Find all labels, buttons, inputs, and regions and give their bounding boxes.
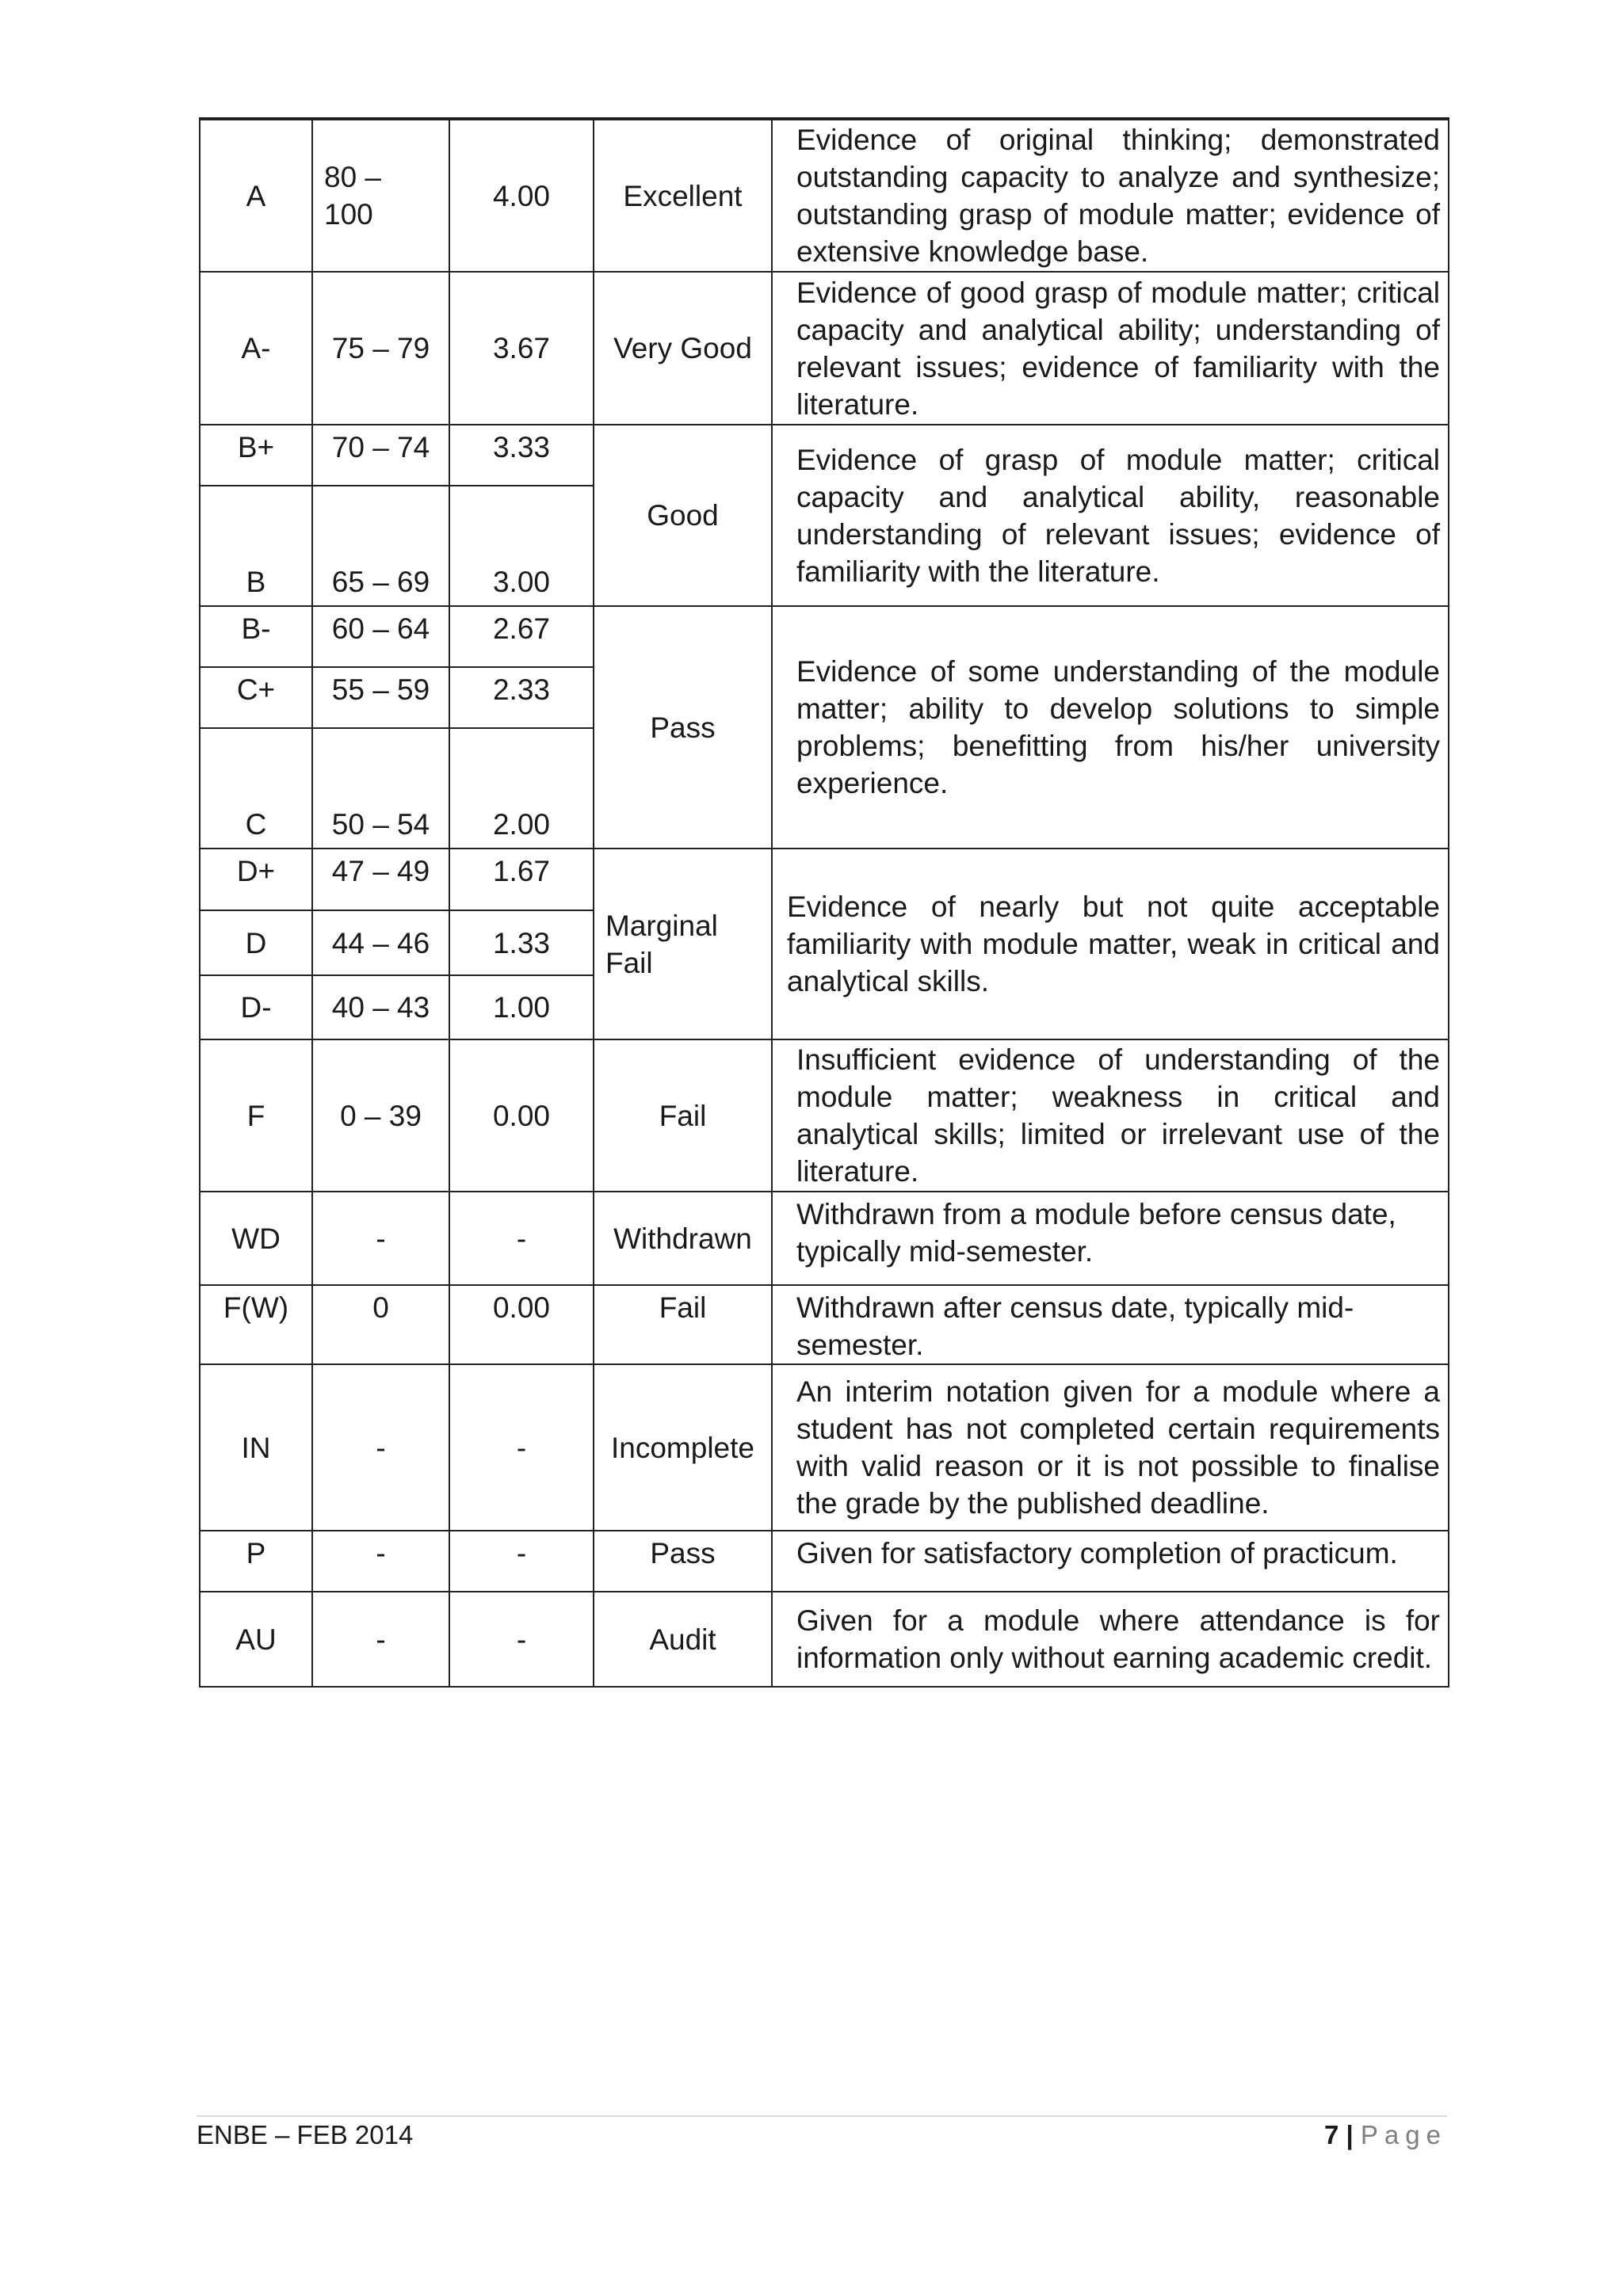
description-cell: Evidence of nearly but not quite acceptable familiarity with module matter, weak in critical and analytical skills. bbox=[772, 849, 1449, 1039]
points-cell: 3.67 bbox=[449, 272, 594, 425]
points-cell: - bbox=[449, 1592, 594, 1687]
points-cell: 2.00 bbox=[449, 728, 594, 849]
range-cell bbox=[312, 119, 449, 272]
rating-cell: Good bbox=[594, 425, 772, 606]
rating-cell: Marginal Fail bbox=[594, 849, 772, 1039]
range-cell: 47 – 49 bbox=[312, 849, 449, 910]
rating-cell: Pass bbox=[594, 1531, 772, 1592]
range-cell: 50 – 54 bbox=[312, 728, 449, 849]
rating-cell: Excellent bbox=[594, 119, 772, 272]
points-cell: 3.00 bbox=[449, 486, 594, 606]
description-cell: Insufficient evidence of understanding of the module matter; weakness in critical and analytical skills; limited or irrelevant use of the literature. bbox=[772, 1039, 1449, 1192]
range-cell: 60 – 64 bbox=[312, 606, 449, 667]
grade-cell: WD bbox=[200, 1192, 312, 1285]
range-cell: 0 – 39 bbox=[312, 1039, 449, 1192]
range-cell: 44 – 46 bbox=[312, 910, 449, 975]
table-row bbox=[200, 1531, 1449, 1592]
description-cell: Given for satisfactory completion of practicum. bbox=[772, 1531, 1449, 1592]
description-cell: Withdrawn after census date, typically mid-semester. bbox=[772, 1285, 1449, 1364]
grade-cell: F bbox=[200, 1039, 312, 1192]
table-row bbox=[200, 849, 1449, 910]
range-cell: 75 – 79 bbox=[312, 272, 449, 425]
grade-cell: A- bbox=[200, 272, 312, 425]
rating-cell: Very Good bbox=[594, 272, 772, 425]
grade-cell: C+ bbox=[200, 667, 312, 728]
grade-cell: C bbox=[200, 728, 312, 849]
rating-cell: Withdrawn bbox=[594, 1192, 772, 1285]
range-cell: 70 – 74 bbox=[312, 425, 449, 486]
footer-page-indicator bbox=[1324, 2117, 1447, 2153]
table-row bbox=[200, 606, 1449, 667]
grade-cell: IN bbox=[200, 1364, 312, 1531]
grade-cell: B- bbox=[200, 606, 312, 667]
rating-cell: Incomplete bbox=[594, 1364, 772, 1531]
page-separator: | bbox=[1346, 2120, 1354, 2149]
footer-document-label: ENBE – FEB 2014 bbox=[197, 2120, 414, 2149]
points-cell: - bbox=[449, 1364, 594, 1531]
page-word: Page bbox=[1360, 2120, 1447, 2149]
range-cell: 55 – 59 bbox=[312, 667, 449, 728]
rating-cell: Audit bbox=[594, 1592, 772, 1687]
points-cell: 1.00 bbox=[449, 975, 594, 1039]
range-cell: 65 – 69 bbox=[312, 486, 449, 606]
grade-cell: AU bbox=[200, 1592, 312, 1687]
grade-cell: B+ bbox=[200, 425, 312, 486]
description-cell: Evidence of good grasp of module matter; critical capacity and analytical ability; understanding of relevant issues; evidence of familiarity with the literature. bbox=[772, 272, 1449, 425]
points-cell: 4.00 bbox=[449, 119, 594, 272]
range-cell: - bbox=[312, 1592, 449, 1687]
points-cell: 0.00 bbox=[449, 1285, 594, 1364]
page-number: 7 bbox=[1323, 2120, 1339, 2149]
rating-cell: Pass bbox=[594, 606, 772, 849]
grade-cell: D bbox=[200, 910, 312, 975]
range-cell: - bbox=[312, 1531, 449, 1592]
description-cell: Evidence of original thinking; demonstrated outstanding capacity to analyze and synthesize; outstanding grasp of module matter; evidence of extensive knowledge base. bbox=[772, 119, 1449, 272]
description-cell: An interim notation given for a module where a student has not completed certain requirements with valid reason or it is not possible to finalise the grade by the published deadline. bbox=[772, 1364, 1449, 1531]
table-row bbox=[200, 272, 1449, 425]
grade-cell: B bbox=[200, 486, 312, 606]
table-row bbox=[200, 425, 1449, 486]
points-cell: 2.33 bbox=[449, 667, 594, 728]
points-cell: 1.67 bbox=[449, 849, 594, 910]
table-row bbox=[200, 1285, 1449, 1364]
grade-cell: P bbox=[200, 1531, 312, 1592]
points-cell: 0.00 bbox=[449, 1039, 594, 1192]
grade-cell: F(W) bbox=[200, 1285, 312, 1364]
points-cell: 2.67 bbox=[449, 606, 594, 667]
description-cell: Withdrawn from a module before census date, typically mid-semester. bbox=[772, 1192, 1449, 1285]
range-text: 80 – 100 bbox=[324, 161, 382, 231]
table-row bbox=[200, 1364, 1449, 1531]
grade-cell: D+ bbox=[200, 849, 312, 910]
range-cell: 0 bbox=[312, 1285, 449, 1364]
range-cell: - bbox=[312, 1364, 449, 1531]
description-cell: Evidence of some understanding of the module matter; ability to develop solutions to simple problems; benefitting from his/her university experience. bbox=[772, 606, 1449, 849]
table-row bbox=[200, 1592, 1449, 1687]
range-cell: 40 – 43 bbox=[312, 975, 449, 1039]
points-cell: - bbox=[449, 1192, 594, 1285]
grade-cell: A bbox=[200, 119, 312, 272]
rating-cell: Fail bbox=[594, 1285, 772, 1364]
grade-cell: D- bbox=[200, 975, 312, 1039]
description-cell: Given for a module where attendance is for information only without earning academic credit. bbox=[772, 1592, 1449, 1687]
rating-cell: Fail bbox=[594, 1039, 772, 1192]
table-row bbox=[200, 1192, 1449, 1285]
table-row bbox=[200, 119, 1449, 272]
points-cell: 1.33 bbox=[449, 910, 594, 975]
grading-table bbox=[199, 117, 1449, 1688]
range-cell: - bbox=[312, 1192, 449, 1285]
table-row bbox=[200, 1039, 1449, 1192]
points-cell: 3.33 bbox=[449, 425, 594, 486]
description-cell: Evidence of grasp of module matter; critical capacity and analytical ability, reasonable understanding of relevant issues; evidence of familiarity with the literature. bbox=[772, 425, 1449, 606]
points-cell: - bbox=[449, 1531, 594, 1592]
